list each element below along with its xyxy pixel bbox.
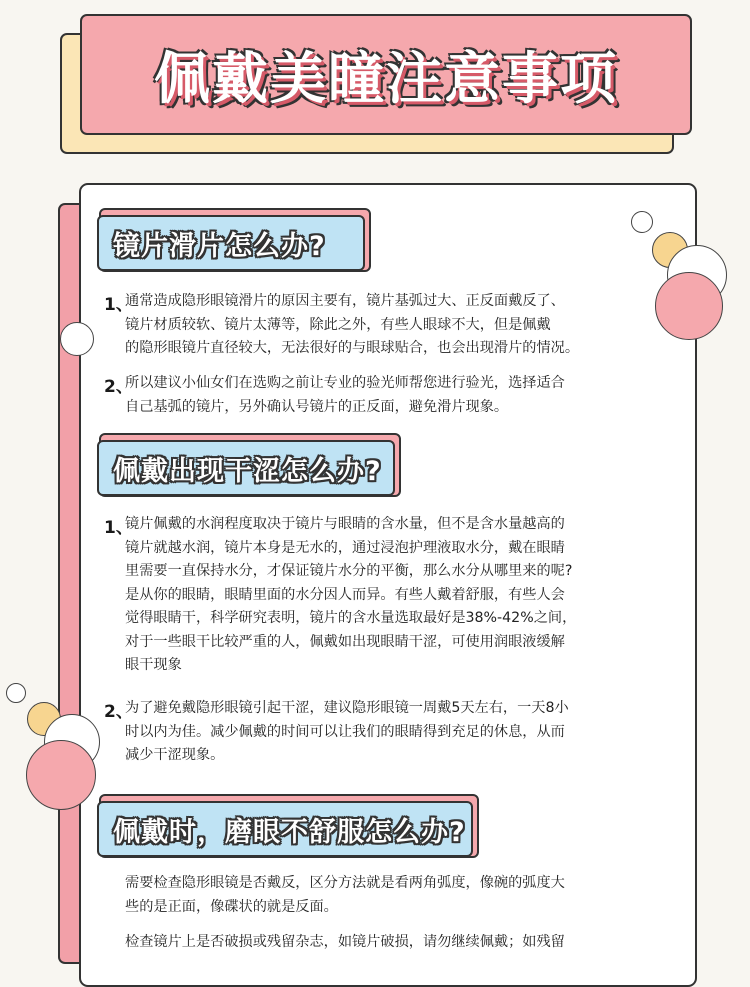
text-line: 检查镜片上是否破损或残留杂志，如镜片破损，请勿继续佩戴；如残留: [125, 934, 565, 950]
text-line: 镜片材质较软、镜片太薄等，除此之外，有些人眼球不大，但是佩戴: [125, 316, 551, 333]
text-line: 时以内为佳。减少佩戴的时间可以让我们的眼睛得到充足的休息，从而: [125, 723, 565, 740]
section-1-heading: 镜片滑片怎么办?: [113, 230, 326, 262]
decor-circle-white-left: [60, 322, 94, 356]
text-line: 里需要一直保持水分，才保证镜片水分的平衡，那么水分从哪里来的呢?: [125, 563, 573, 579]
text-line: 为了避免戴隐形眼镜引起干涩，建议隐形眼镜一周戴5天左右，一天8小: [125, 700, 569, 716]
text-line: 镜片就越水润，镜片本身是无水的，通过浸泡护理液取水分，戴在眼睛: [125, 539, 565, 556]
section-2-item-2-number: 2、: [104, 702, 133, 722]
text-line: 自己基弧的镜片，另外确认号镜片的正反面，避免滑片现象。: [125, 398, 509, 415]
section-2-item-1-number: 1、: [104, 518, 133, 538]
section-2-item-1-text: [125, 513, 576, 678]
section-3-header: [97, 801, 473, 857]
title-banner: [80, 14, 692, 135]
section-2-header: [97, 440, 395, 496]
section-2-item-2-text: [125, 697, 569, 768]
text-line: 需要检查隐形眼镜是否戴反，区分方法就是看两角弧度，像碗的弧度大: [125, 875, 565, 891]
text-line: 觉得眼睛干，科学研究表明，镜片的含水量选取最好是38%-42%之间，: [125, 610, 577, 626]
text-line: 些的是正面，像碟状的就是反面。: [125, 898, 338, 915]
section-1-header: [97, 215, 365, 271]
section-3-heading: 佩戴时，磨眼不舒服怎么办?: [113, 816, 466, 848]
section-2-heading: 佩戴出现干涩怎么办?: [113, 455, 382, 487]
section-1-item-1-text: [125, 290, 579, 361]
section-1-item-2-number: 2、: [104, 377, 133, 397]
section-1-item-2-text: [125, 372, 565, 419]
text-line: 眼干现象: [125, 657, 182, 673]
decor-circle-pink-right: [655, 272, 723, 340]
text-line: 减少干涩现象。: [125, 747, 225, 763]
page-title: 佩戴美瞳注意事项: [154, 46, 618, 112]
text-line: 通常造成隐形眼镜滑片的原因主要有，镜片基弧过大、正反面戴反了、: [125, 293, 565, 309]
text-line: 的隐形眼镜片直径较大，无法很好的与眼球贴合，也会出现滑片的情况。: [125, 340, 580, 356]
section-3-item-1-text: [125, 872, 565, 919]
decor-circle-small-left: [6, 683, 26, 703]
text-line: 对于一些眼干比较严重的人，佩戴如出现眼睛干涩，可使用润眼液缓解: [125, 633, 565, 650]
section-3-item-2-text: [125, 931, 565, 955]
section-1-item-1-number: 1、: [104, 295, 133, 315]
decor-circle-pink-left: [26, 740, 96, 810]
text-line: 所以建议小仙女们在选购之前让专业的验光师帮您进行验光，选择适合: [125, 375, 565, 391]
text-line: 镜片佩戴的水润程度取决于镜片与眼睛的含水量，但不是含水量越高的: [125, 516, 565, 532]
decor-circle-small-top: [631, 211, 653, 233]
text-line: 是从你的眼睛，眼睛里面的水分因人而异。有些人戴着舒服，有些人会: [125, 586, 565, 603]
